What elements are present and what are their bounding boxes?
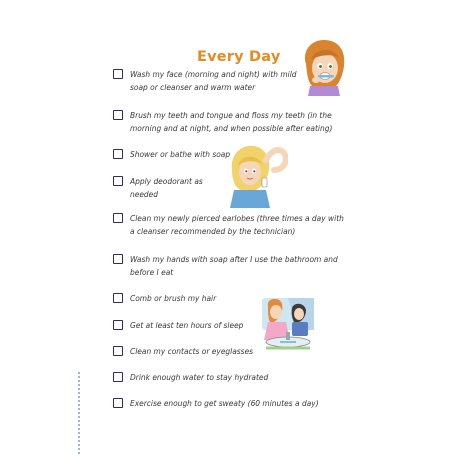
- checkbox[interactable]: [113, 254, 123, 264]
- item-text: Apply deodorant as needed: [130, 176, 203, 199]
- checkbox[interactable]: [113, 346, 123, 356]
- checkbox[interactable]: [113, 213, 123, 223]
- item-text: Comb or brush my hair: [130, 293, 217, 303]
- item-text: Clean my contacts or eyeglasses: [130, 346, 254, 356]
- item-text: Wash my hands with soap after I use the bathroom and before I eat: [130, 254, 338, 277]
- checkbox[interactable]: [113, 176, 123, 186]
- item-text: Brush my teeth and tongue and floss my teeth (in the morning and at night, and when possible after eating): [130, 110, 333, 133]
- section-title: Every Day: [197, 49, 281, 65]
- girl-washing-face-illustration: [258, 296, 318, 354]
- checkbox[interactable]: [113, 293, 123, 303]
- item-text: Clean my newly pierced earlobes (three times a day with a cleanser recommended by the technician): [130, 213, 344, 236]
- checkbox[interactable]: [113, 398, 123, 408]
- item-text: Drink enough water to stay hydrated: [130, 372, 269, 382]
- checkbox[interactable]: [113, 320, 123, 330]
- item-text: Get at least ten hours of sleep: [130, 320, 244, 330]
- checkbox[interactable]: [113, 110, 123, 120]
- checkbox[interactable]: [113, 149, 123, 159]
- checkbox[interactable]: [113, 372, 123, 382]
- girl-applying-deodorant-illustration: [226, 140, 288, 208]
- girl-brushing-teeth-illustration: [300, 38, 348, 96]
- checkbox[interactable]: [113, 69, 123, 79]
- item-text: Shower or bathe with soap: [130, 149, 231, 159]
- item-text: Wash my face (morning and night) with mild soap or cleanser and warm water: [130, 69, 297, 92]
- item-text: Exercise enough to get sweaty (60 minutes a day): [130, 398, 319, 408]
